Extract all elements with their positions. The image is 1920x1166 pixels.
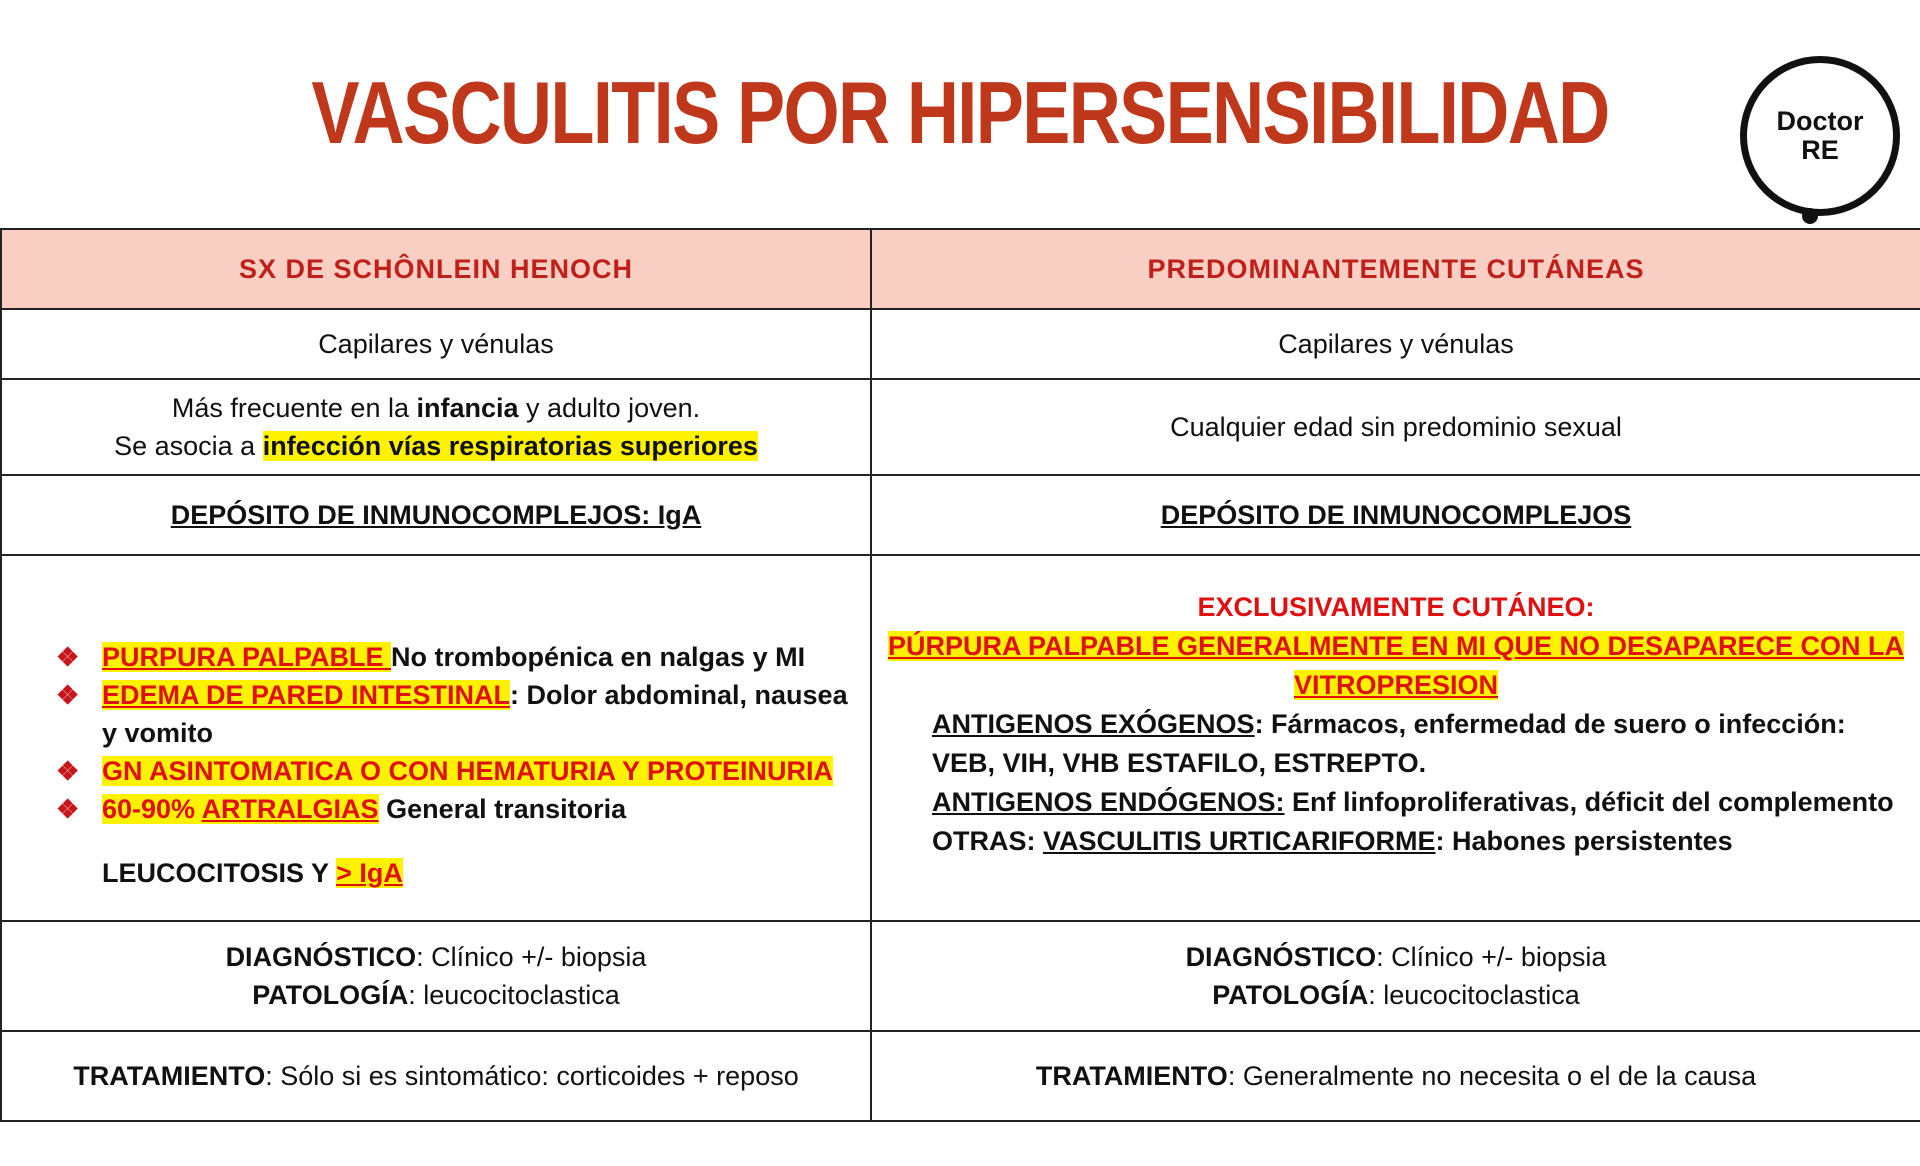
antigen-block: [882, 705, 1910, 861]
diag-label: DIAGNÓSTICO: [225, 942, 417, 972]
purpura-right-line: [882, 627, 1910, 705]
pat-label: PATOLOGÍA: [1212, 980, 1369, 1010]
diamond-cluster-icon: ❖: [56, 641, 80, 672]
exo-rest: : Fármacos, enfermedad de suero o infección: VEB, VIH, VHB ESTAFILO, ESTREPTO.: [932, 709, 1846, 778]
pat-left-value: : leucocitoclastica: [408, 980, 620, 1010]
column-header-right: PREDOMINANTEMENTE CUTÁNEAS: [871, 229, 1920, 309]
diamond-cluster-icon: ❖: [56, 793, 80, 824]
treatment-left: [1, 1031, 871, 1121]
exo-key: ANTIGENOS EXÓGENOS: [932, 709, 1255, 739]
list-item: [56, 676, 860, 752]
endo-rest: Enf linfoproliferativas, déficit del complemento: [1284, 787, 1894, 817]
header-row: [1, 229, 1920, 309]
doctor-re-logo: [1740, 56, 1900, 216]
deposit-right-cell: [871, 475, 1920, 555]
logo-line1: Doctor: [1776, 106, 1864, 136]
vessels-right: Capilares y vénulas: [871, 309, 1920, 379]
list-item: [56, 752, 860, 790]
otras-key: VASCULITIS URTICARIFORME: [1043, 826, 1436, 856]
epidemiology-left: [1, 379, 871, 475]
diamond-cluster-icon: ❖: [56, 679, 80, 710]
leucocitosis-line: [102, 858, 860, 889]
endo-key: ANTIGENOS ENDÓGENOS:: [932, 787, 1285, 817]
edema-key: EDEMA DE PARED INTESTINAL: [102, 679, 511, 710]
endo-line: [932, 783, 1910, 822]
diag-label: DIAGNÓSTICO: [1185, 942, 1377, 972]
row-vessels: [1, 309, 1920, 379]
diagnosis-left: [1, 921, 871, 1031]
exclusive-cutaneous: EXCLUSIVAMENTE CUTÁNEO:: [1197, 592, 1595, 622]
pat-label: PATOLOGÍA: [252, 980, 409, 1010]
treatment-label: TRATAMIENTO: [73, 1060, 266, 1091]
pat-right-value: : leucocitoclastica: [1368, 980, 1580, 1010]
epi-text-d: Se asocia a: [114, 431, 263, 461]
edema-rest: : Dolor abdominal, nausea y vomito: [102, 679, 848, 748]
diagnosis-right: [871, 921, 1920, 1031]
row-treatment: [1, 1031, 1920, 1121]
epi-text-a: Más frecuente en la: [171, 393, 417, 423]
artralgias-rest: General transitoria: [378, 793, 627, 824]
treatment-left-value: : Sólo si es sintomático: corticoides + reposo: [265, 1060, 799, 1091]
vessels-left: Capilares y vénulas: [1, 309, 871, 379]
treatment-label: TRATAMIENTO: [1035, 1060, 1228, 1091]
epi-infancia: infancia: [416, 393, 519, 423]
otras-rest: : Habones persistentes: [1435, 826, 1733, 856]
diamond-cluster-icon: ❖: [56, 755, 80, 786]
artralgias-pct: 60-90%: [102, 793, 202, 824]
comparison-table: [0, 228, 1920, 1122]
epi-infection-highlight: infección vías respiratorias superiores: [262, 431, 758, 461]
clinic-left: [1, 555, 871, 921]
epidemiology-right: Cualquier edad sin predominio sexual: [871, 379, 1920, 475]
purpura-rest: No trombopénica en nalgas y MI: [391, 641, 806, 672]
purpura-key: PURPURA PALPABLE: [102, 641, 392, 672]
row-epidemiology: [1, 379, 1920, 475]
list-item: [56, 790, 860, 828]
row-clinic: [1, 555, 1920, 921]
page-title: VASCULITIS POR HIPERSENSIBILIDAD: [311, 63, 1609, 162]
column-header-left: SX DE SCHÔNLEIN HENOCH: [1, 229, 871, 309]
diag-left-value: : Clínico +/- biopsia: [416, 942, 647, 972]
row-diagnosis: [1, 921, 1920, 1031]
treatment-right: [871, 1031, 1920, 1121]
iga-highlight: > IgA: [336, 857, 403, 888]
diag-right-value: : Clínico +/- biopsia: [1376, 942, 1607, 972]
otras-line: [932, 822, 1910, 861]
list-item: [56, 638, 860, 676]
row-deposit: [1, 475, 1920, 555]
exo-line: [932, 705, 1910, 783]
purpura-right: PÚRPURA PALPABLE GENERALMENTE EN MI QUE NO DESAPARECE CON LA VITROPRESION: [887, 631, 1905, 700]
deposit-left: DEPÓSITO DE INMUNOCOMPLEJOS: IgA: [170, 499, 702, 530]
treatment-right-value: : Generalmente no necesita o el de la causa: [1227, 1060, 1757, 1091]
deposit-right: DEPÓSITO DE INMUNOCOMPLEJOS: [1160, 499, 1632, 530]
otras-label: OTRAS:: [932, 826, 1043, 856]
logo-dot-icon: [1802, 208, 1818, 224]
clinic-right: [871, 555, 1920, 921]
clinic-left-list: [12, 638, 860, 828]
deposit-left-cell: [1, 475, 871, 555]
epi-text-c: y adulto joven.: [518, 393, 701, 423]
leuco-text: LEUCOCITOSIS Y: [102, 857, 337, 888]
logo-line2: RE: [1801, 135, 1839, 165]
gn-item: GN ASINTOMATICA O CON HEMATURIA Y PROTEINURIA: [102, 755, 834, 786]
artralgias-key: ARTRALGIAS: [201, 793, 379, 824]
